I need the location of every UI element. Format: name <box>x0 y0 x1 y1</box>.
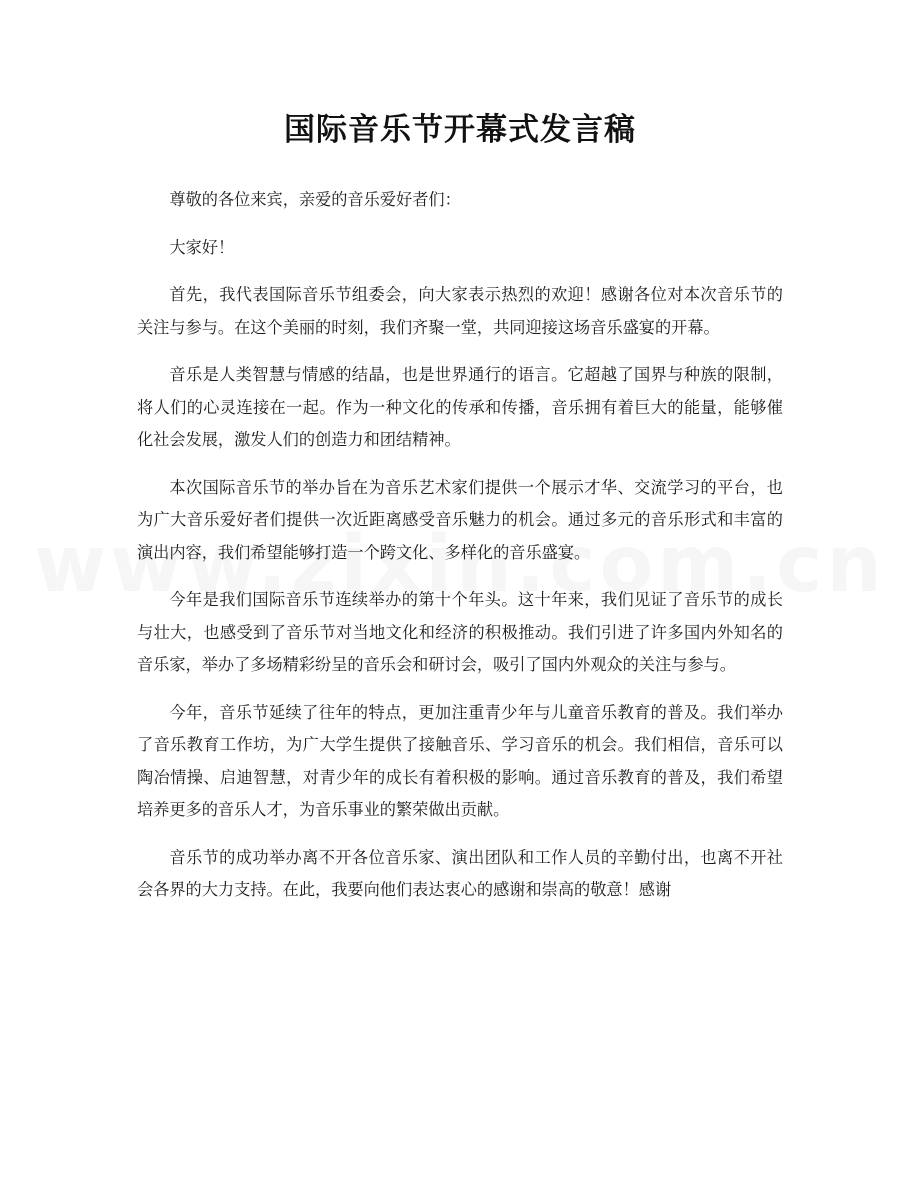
paragraph: 今年，音乐节延续了往年的特点，更加注重青少年与儿童音乐教育的普及。我们举办了音乐教育工作坊，为广大学生提供了接触音乐、学习音乐的机会。我们相信，音乐可以陶冶情操、启迪智慧，对青少年的成长有着积极的影响。通过音乐教育的普及，我们希望培养更多的音乐人才，为音乐事业的繁荣做出贡献。 <box>137 702 783 819</box>
paragraph: 今年是我们国际音乐节连续举办的第十个年头。这十年来，我们见证了音乐节的成长与壮大，也感受到了音乐节对当地文化和经济的积极推动。我们引进了许多国内外知名的音乐家，举办了多场精彩纷呈的音乐会和研讨会，吸引了国内外观众的关注与参与。 <box>137 590 783 674</box>
paragraph-salutation: 尊敬的各位来宾，亲爱的音乐爱好者们： <box>169 190 461 209</box>
paragraph-greeting: 大家好！ <box>169 237 235 257</box>
paragraph: 音乐节的成功举办离不开各位音乐家、演出团队和工作人员的辛勤付出，也离不开社会各界的大力支持。在此，我要向他们表达衷心的感谢和崇高的敬意！感谢 <box>137 847 783 899</box>
paragraph: 首先，我代表国际音乐节组委会，向大家表示热烈的欢迎！感谢各位对本次音乐节的关注与参与。在这个美丽的时刻，我们齐聚一堂，共同迎接这场音乐盛宴的开幕。 <box>137 285 783 337</box>
document-body <box>137 184 783 922</box>
document-title: 国际音乐节开幕式发言稿 <box>284 112 636 148</box>
paragraph: 音乐是人类智慧与情感的结晶，也是世界通行的语言。它超越了国界与种族的限制，将人们的心灵连接在一起。作为一种文化的传承和传播，音乐拥有着巨大的能量，能够催化社会发展，激发人们的创造力和团结精神。 <box>137 365 783 449</box>
paragraph: 本次国际音乐节的举办旨在为音乐艺术家们提供一个展示才华、交流学习的平台，也为广大音乐爱好者们提供一次近距离感受音乐魅力的机会。通过多元的音乐形式和丰富的演出内容，我们希望能够打造一个跨文化、多样化的音乐盛宴。 <box>137 477 783 562</box>
